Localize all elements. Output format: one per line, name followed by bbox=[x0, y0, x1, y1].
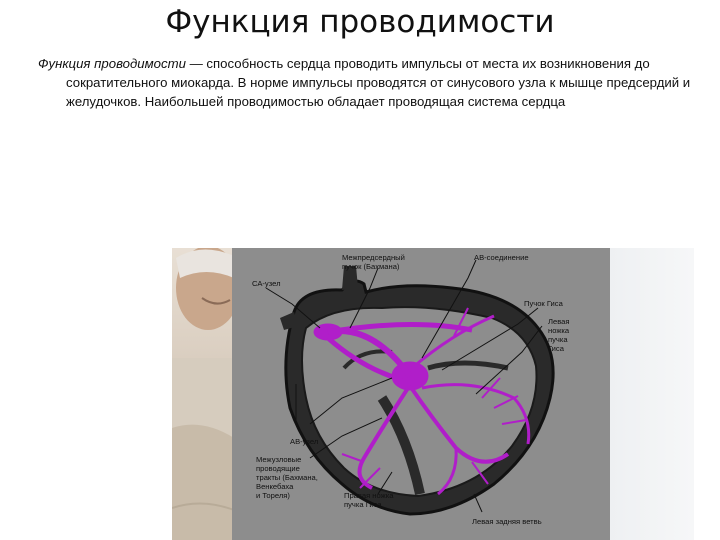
label-internodal-2: проводящие bbox=[256, 464, 300, 473]
label-left-bundle-3: пучка bbox=[548, 335, 568, 344]
heart-conduction-diagram bbox=[232, 248, 610, 540]
slide-title: Функция проводимости bbox=[165, 4, 555, 40]
label-interatrial-2: пучок (Бахмана) bbox=[342, 262, 400, 271]
label-av-node: АВ-узел bbox=[290, 437, 319, 446]
label-left-bundle-4: Гиса bbox=[548, 344, 564, 353]
label-sa-node: СА-узел bbox=[252, 279, 281, 288]
label-av-junction: АВ-соединение bbox=[474, 253, 529, 262]
label-right-bundle-2: пучка Гиса bbox=[344, 500, 382, 509]
definition-paragraph bbox=[38, 54, 706, 111]
label-left-bundle-2: ножка bbox=[548, 326, 570, 335]
label-left-posterior: Левая задняя ветвь bbox=[472, 517, 542, 526]
label-left-bundle-1: Левая bbox=[548, 317, 570, 326]
label-internodal-5: и Тореля) bbox=[256, 491, 290, 500]
photo-right-area bbox=[608, 248, 694, 540]
definition-term: Функция проводимости bbox=[38, 56, 186, 71]
photo-person-fragment bbox=[172, 248, 234, 540]
definition-text: — способность сердца проводить импульсы от места их возникновения до сократительного миокарда. В норме импульсы проводятся от синусового узла к мышце предсердий и желудочков. Наибольшей проводимостью обладает проводящая система сердца bbox=[66, 56, 691, 109]
label-internodal-3: тракты (Бахмана, bbox=[256, 473, 318, 482]
label-interatrial-1: Межпредсердный bbox=[342, 253, 405, 262]
label-internodal-1: Межузловые bbox=[256, 455, 302, 464]
label-right-bundle-1: Правая ножка bbox=[344, 491, 394, 500]
label-internodal-4: Венкебаха bbox=[256, 482, 294, 491]
photo-left-strip bbox=[172, 248, 234, 540]
label-his-bundle: Пучок Гиса bbox=[524, 299, 563, 308]
